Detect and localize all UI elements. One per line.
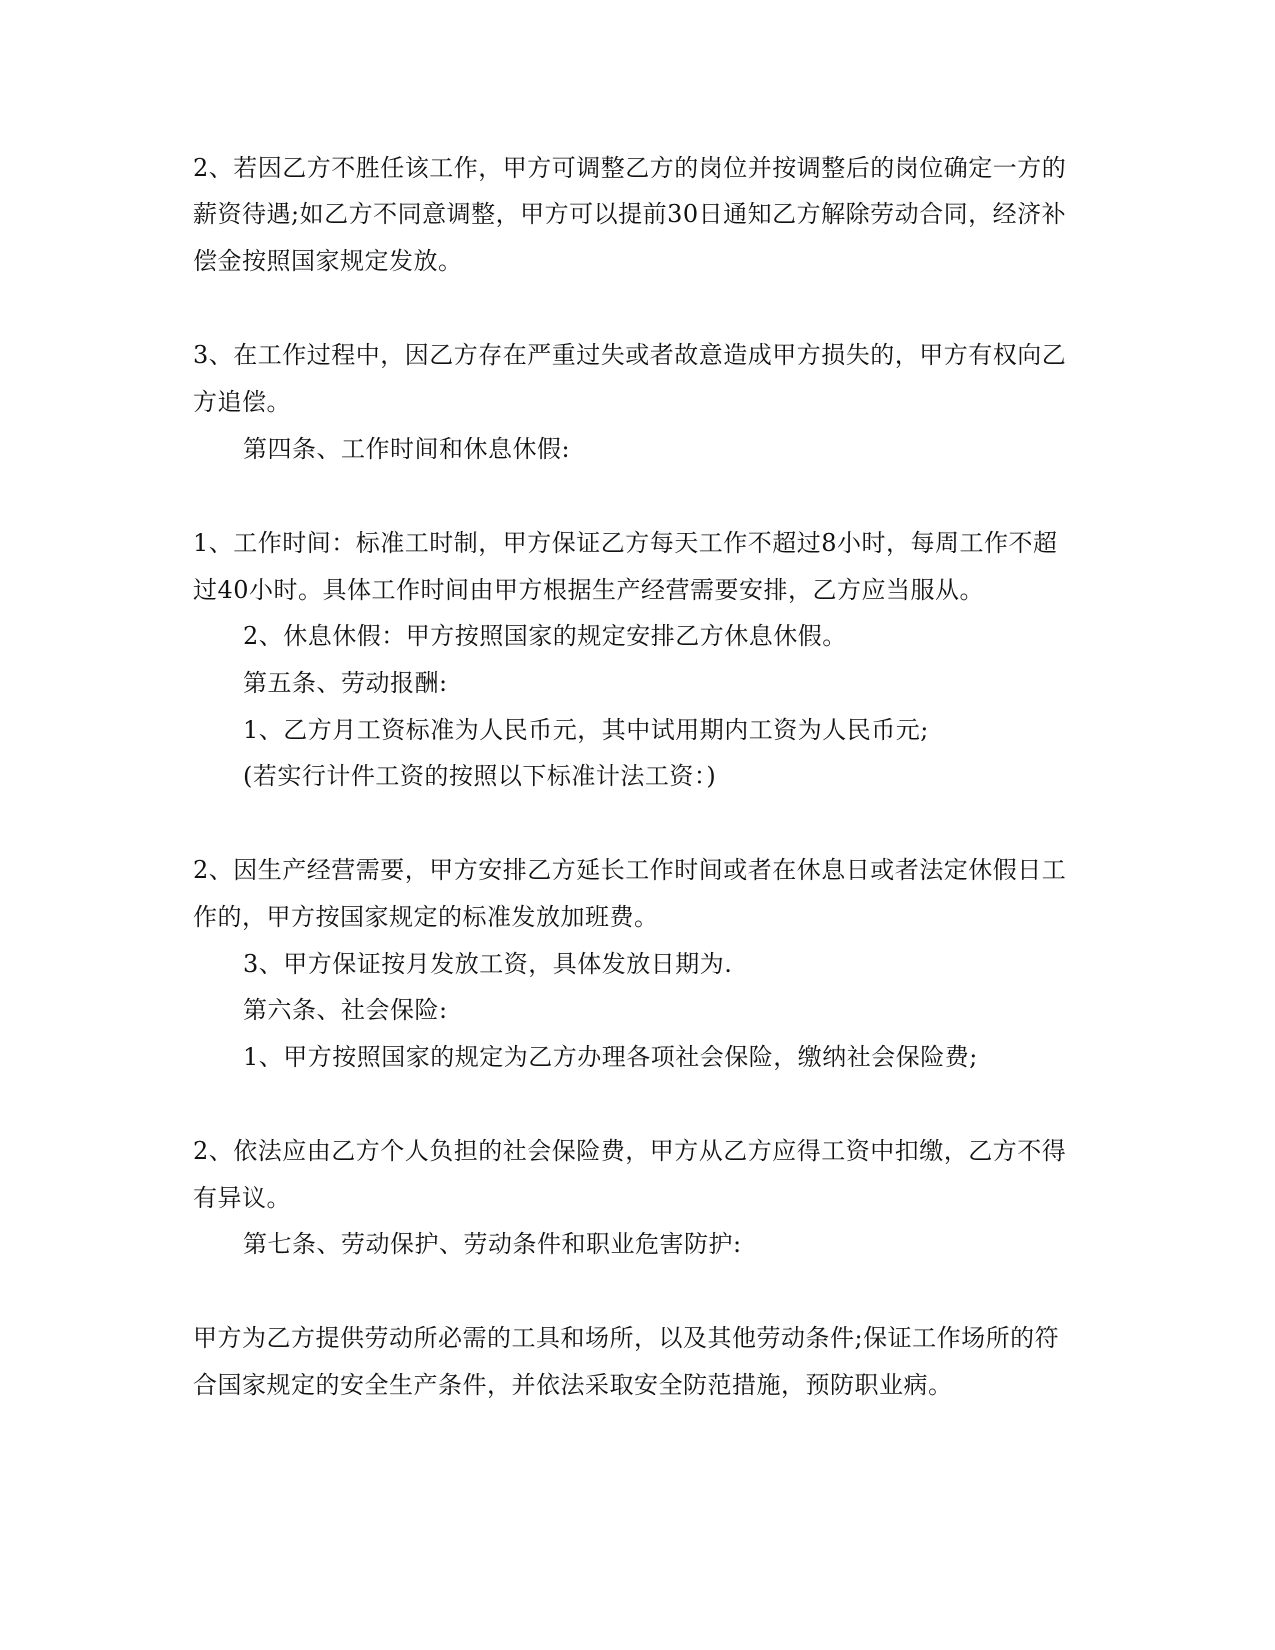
paragraph-line: 合国家规定的安全生产条件，并依法采取安全防范措施，预防职业病。: [193, 1371, 953, 1399]
section-heading: 第五条、劳动报酬:: [243, 669, 448, 697]
paragraph-line: 2、因生产经营需要，甲方安排乙方延长工作时间或者在休息日或者法定休假日工: [193, 856, 1067, 884]
paragraph-line: 过40小时。具体工作时间由甲方根据生产经营需要安排，乙方应当服从。: [193, 576, 985, 604]
paragraph-line: 薪资待遇;如乙方不同意调整，甲方可以提前30日通知乙方解除劳动合同，经济补: [193, 200, 1067, 228]
section-heading: 第七条、劳动保护、劳动条件和职业危害防护:: [243, 1230, 742, 1258]
paragraph-line: 2、依法应由乙方个人负担的社会保险费，甲方从乙方应得工资中扣缴，乙方不得: [193, 1137, 1067, 1165]
paragraph-line: 3、在工作过程中，因乙方存在严重过失或者故意造成甲方损失的，甲方有权向乙: [193, 341, 1067, 369]
paragraph-line: 1、乙方月工资标准为人民币元，其中试用期内工资为人民币元;: [243, 716, 929, 744]
paragraph-line: (若实行计件工资的按照以下标准计法工资：): [243, 762, 717, 790]
section-heading: 第六条、社会保险:: [243, 996, 448, 1024]
paragraph-line: 甲方为乙方提供劳动所必需的工具和场所，以及其他劳动条件;保证工作场所的符: [193, 1324, 1060, 1352]
paragraph-line: 1、工作时间：标准工时制，甲方保证乙方每天工作不超过8小时，每周工作不超: [193, 529, 1058, 557]
paragraph-line: 1、甲方按照国家的规定为乙方办理各项社会保险，缴纳社会保险费;: [243, 1043, 978, 1071]
paragraph-line: 作的，甲方按国家规定的标准发放加班费。: [193, 903, 659, 931]
section-heading: 第四条、工作时间和休息休假:: [243, 435, 571, 463]
paragraph-line: 偿金按照国家规定发放。: [193, 247, 463, 275]
paragraph-line: 方追偿。: [193, 388, 291, 416]
paragraph-line: 2、休息休假：甲方按照国家的规定安排乙方休息休假。: [243, 622, 847, 650]
paragraph-line: 3、甲方保证按月发放工资，具体发放日期为.: [243, 950, 733, 978]
paragraph-line: 有异议。: [193, 1184, 291, 1212]
paragraph-line: 2、若因乙方不胜任该工作，甲方可调整乙方的岗位并按调整后的岗位确定一方的: [193, 154, 1067, 182]
